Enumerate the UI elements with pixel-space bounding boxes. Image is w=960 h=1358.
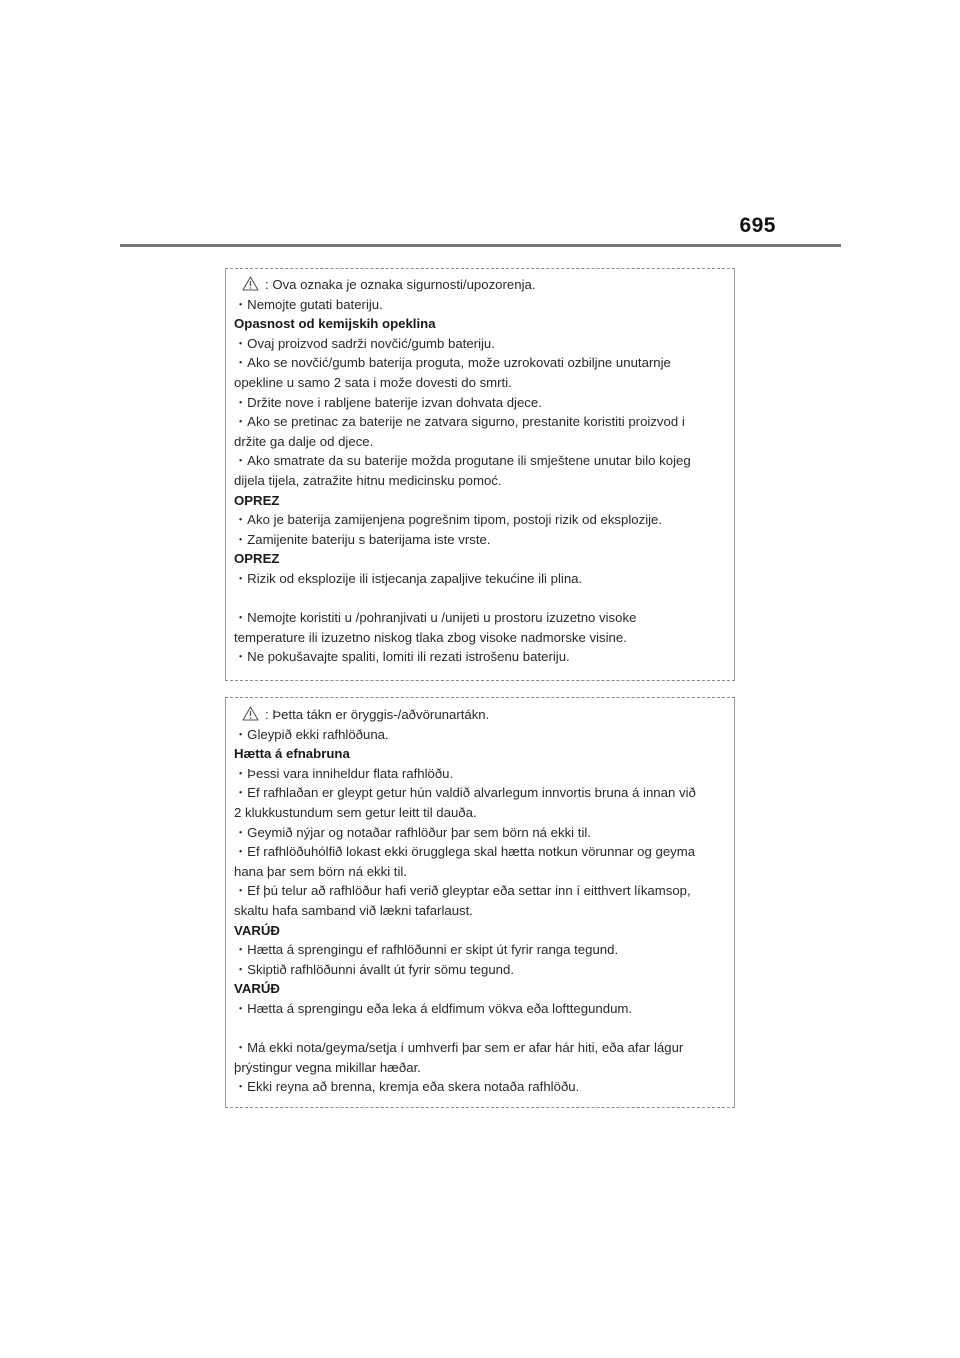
- text-line: ・Hætta á sprengingu ef rafhlöðunni er skipt út fyrir ranga tegund.: [234, 942, 619, 958]
- text-line: ・Þessi vara inniheldur flata rafhlöðu.: [234, 765, 454, 781]
- warning-triangle-icon: [242, 276, 259, 291]
- section-heading: Hætta á efnabruna: [234, 746, 350, 762]
- text-line: držite ga dalje od djece.: [234, 433, 374, 449]
- text-line: opekline u samo 2 sata i može dovesti do smrti.: [234, 374, 512, 390]
- text-line: ・Hætta á sprengingu eða leka á eldfimum vökva eða lofttegundum.: [234, 1000, 633, 1016]
- warning-title-line: [234, 705, 726, 725]
- text-line: ・Rizik od eksplozije ili istjecanja zapaljive tekućine ili plina.: [234, 570, 583, 586]
- text-line: dijela tijela, zatražite hitnu medicinsku pomoć.: [234, 472, 502, 488]
- text-line: þrýstingur vegna mikillar hæðar.: [234, 1059, 421, 1075]
- text-line: 2 klukkustundum sem getur leitt til dauða.: [234, 804, 477, 820]
- caution-heading: OPREZ: [234, 551, 280, 567]
- text-line: ・Geymið nýjar og notaðar rafhlöður þar sem börn ná ekki til.: [234, 824, 591, 840]
- text-line: ・Ef þú telur að rafhlöður hafi verið gleyptar eða settar inn í eitthvert líkamsop,: [234, 883, 691, 899]
- warning-title-line: [234, 275, 726, 295]
- section-heading: Opasnost od kemijskih opeklina: [234, 316, 436, 332]
- text-line: ・Skiptið rafhlöðunni ávallt út fyrir sömu tegund.: [234, 961, 515, 977]
- text-line: ・Ako je baterija zamijenjena pogrešnim tipom, postoji rizik od eksplozije.: [234, 512, 663, 528]
- warning-title: : Ova oznaka je oznaka sigurnosti/upozorenja.: [265, 277, 536, 292]
- text-line: ・Ne pokušavajte spaliti, lomiti ili rezati istrošenu bateriju.: [234, 649, 570, 665]
- page-number: 695: [739, 214, 776, 237]
- text-line: ・Držite nove i rabljene baterije izvan dohvata djece.: [234, 394, 542, 410]
- caution-heading: VARÚÐ: [234, 922, 280, 938]
- text-line: ・Ekki reyna að brenna, kremja eða skera notaða rafhlöðu.: [234, 1079, 580, 1095]
- warning-triangle-icon: [242, 706, 259, 721]
- text-line: ・Nemojte gutati bateriju.: [234, 296, 383, 312]
- caution-heading: VARÚÐ: [234, 981, 280, 997]
- text-line: ・Nemojte koristiti u /pohranjivati u /unijeti u prostoru izuzetno visoke: [234, 610, 637, 626]
- caution-heading: OPREZ: [234, 492, 280, 508]
- text-line: ・Zamijenite bateriju s baterijama iste vrste.: [234, 531, 491, 547]
- text-line: ・Ef rafhlaðan er gleypt getur hún valdið alvarlegum innvortis bruna á innan við: [234, 785, 696, 801]
- text-line: ・Ako smatrate da su baterije možda progutane ili smještene unutar bilo kojeg: [234, 453, 691, 469]
- text-line: skaltu hafa samband við lækni tafarlaust.: [234, 902, 473, 918]
- text-line: temperature ili izuzetno niskog tlaka zbog visoke nadmorske visine.: [234, 629, 627, 645]
- text-line: ・Má ekki nota/geyma/setja í umhverfi þar sem er afar hár hiti, eða afar lágur: [234, 1040, 684, 1056]
- warning-box-icelandic: [225, 697, 735, 1108]
- text-line: ・Ako se pretinac za baterije ne zatvara sigurno, prestanite koristiti proizvod i: [234, 414, 685, 430]
- warning-title: : Þetta tákn er öryggis-/aðvörunartákn.: [265, 707, 490, 722]
- text-line: ・Gleypið ekki rafhlöðuna.: [234, 726, 389, 742]
- header-rule: [120, 244, 841, 247]
- text-line: ・Ovaj proizvod sadrži novčić/gumb bateriju.: [234, 335, 495, 351]
- text-line: ・Ako se novčić/gumb baterija proguta, može uzrokovati ozbiljne unutarnje: [234, 355, 671, 371]
- text-line: hana þar sem börn ná ekki til.: [234, 863, 407, 879]
- text-line: ・Ef rafhlöðuhólfið lokast ekki örugglega skal hætta notkun vörunnar og geyma: [234, 844, 696, 860]
- warning-box-croatian: [225, 268, 735, 681]
